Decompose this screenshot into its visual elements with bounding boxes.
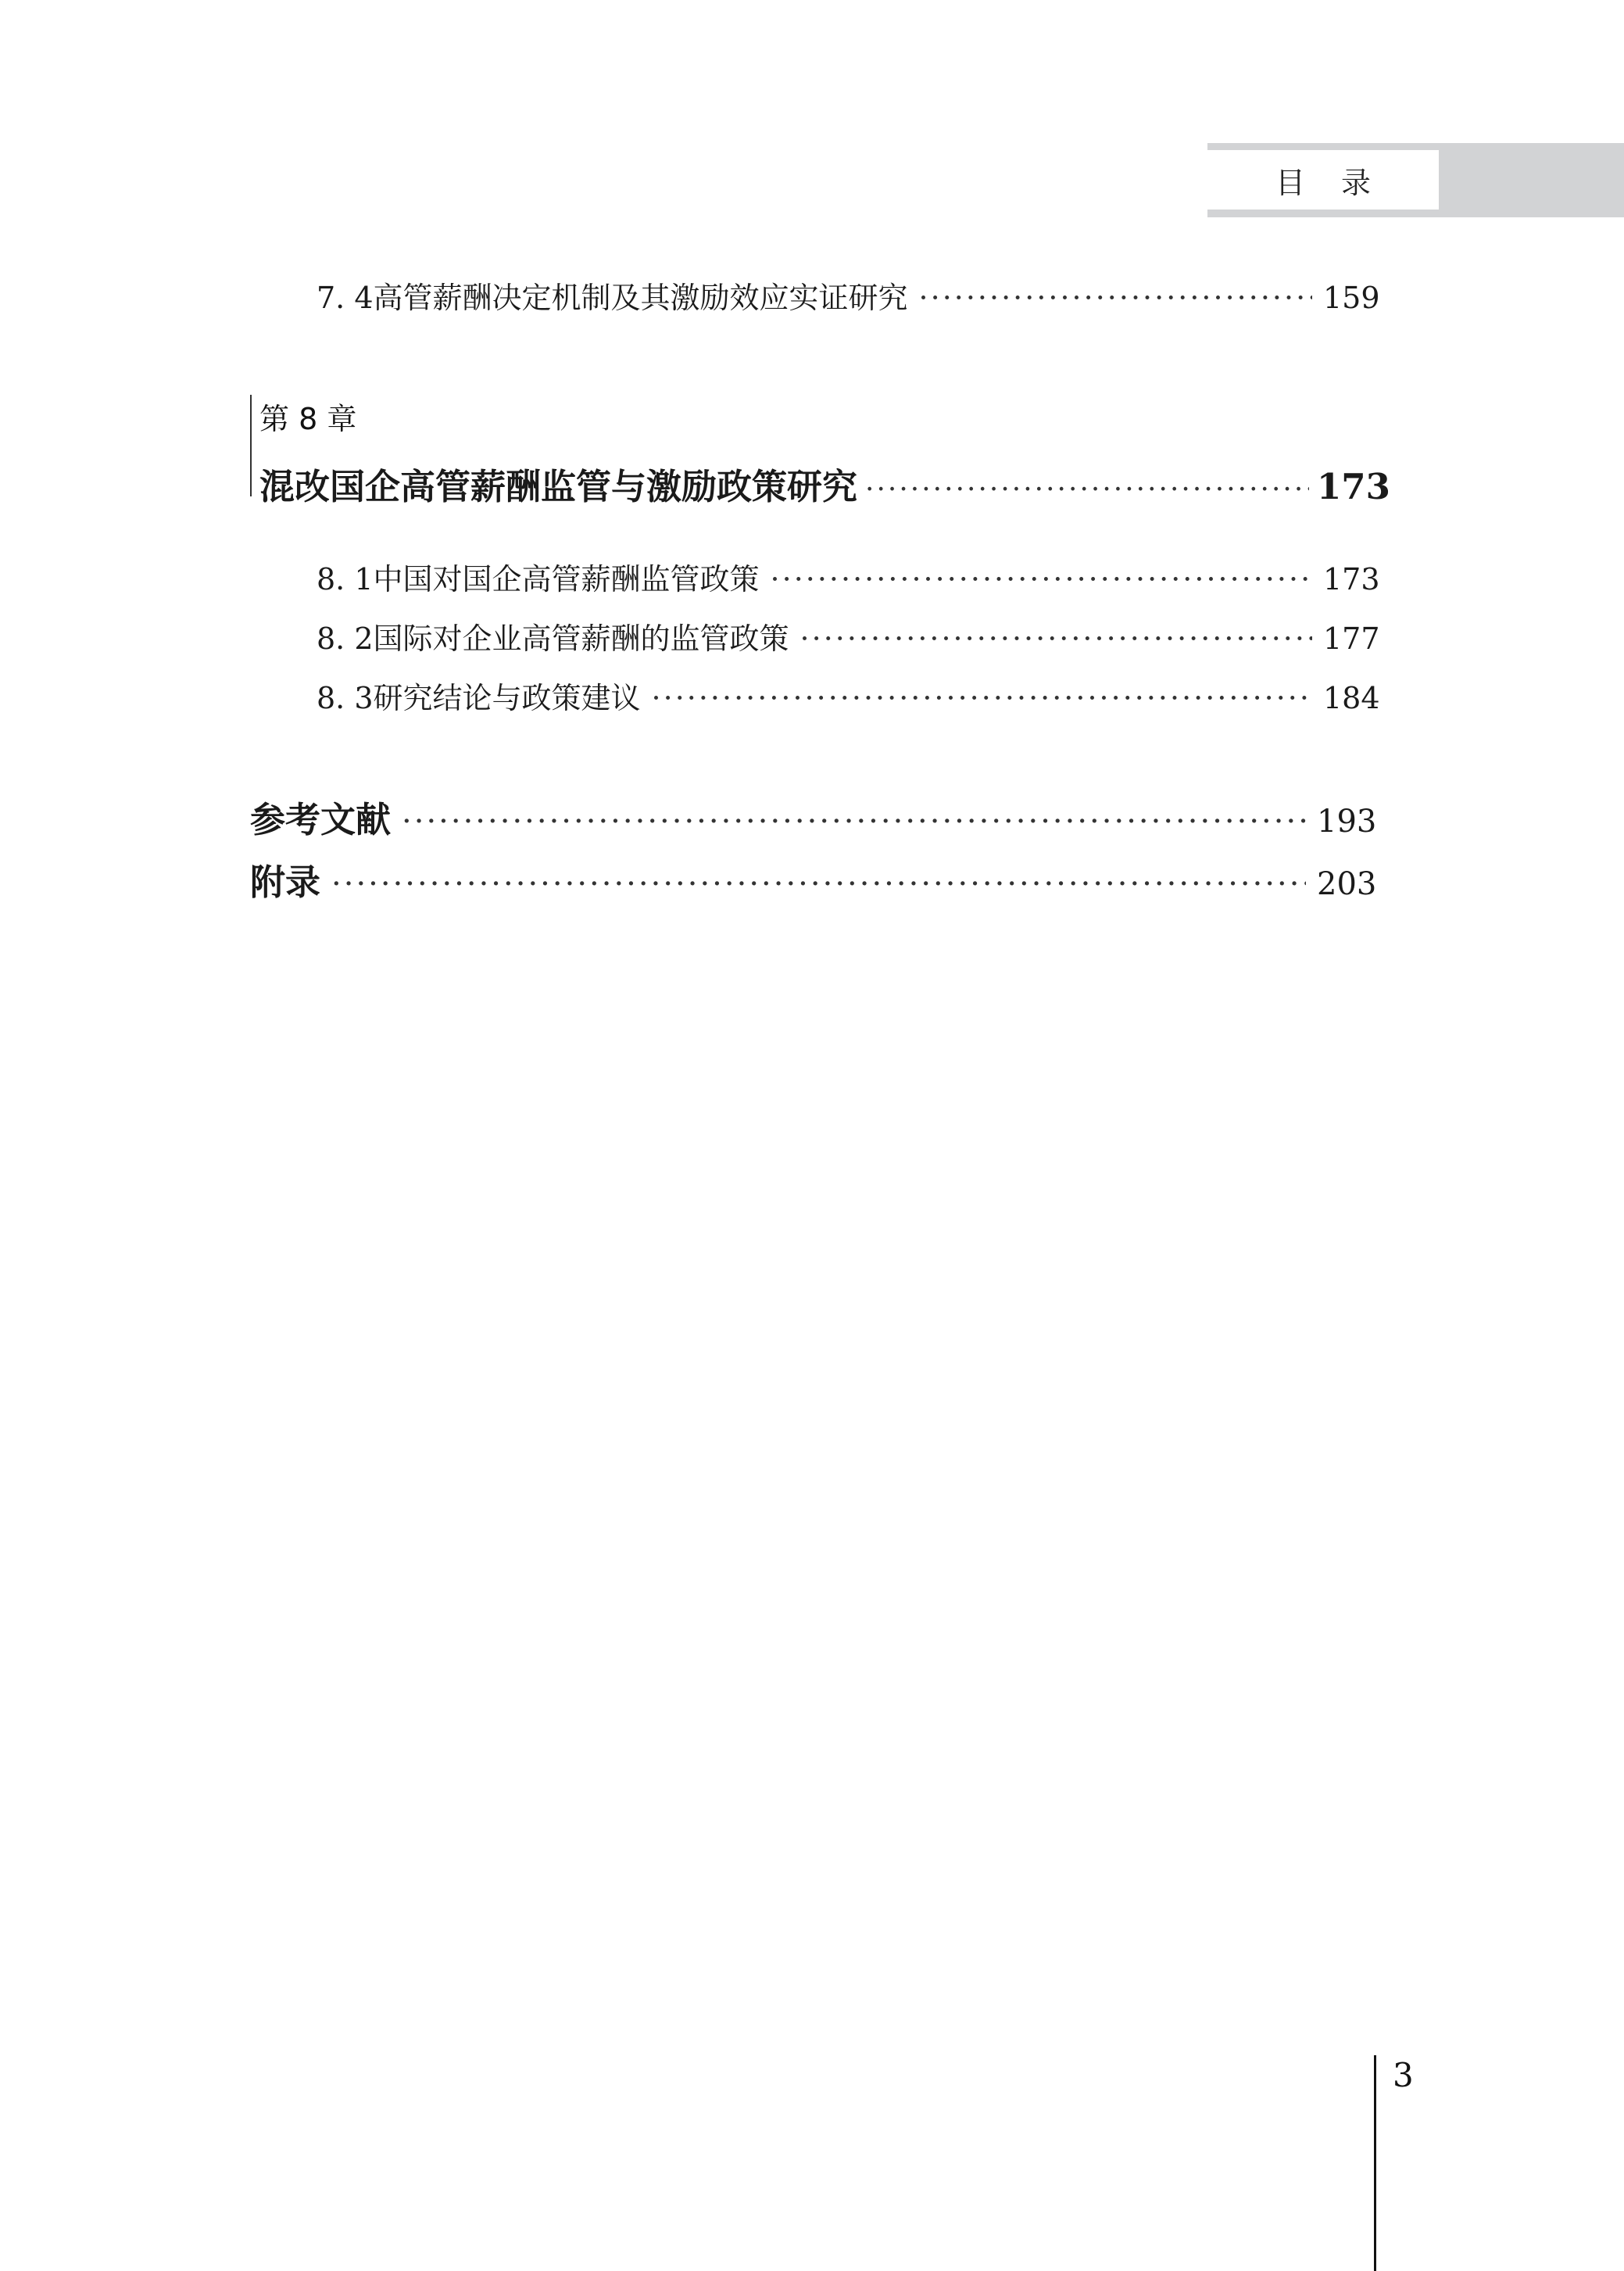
dot-leader [771,562,1312,596]
chapter-title: 混改国企高管薪酬监管与激励政策研究 [259,466,858,507]
section-number: 7. 4 [317,281,374,315]
section-page: 177 [1323,621,1380,656]
chapter-marker-bar [250,395,252,496]
dot-leader [652,681,1312,715]
entry-title: 参考文献 [250,799,392,840]
section-number: 8. 2 [317,621,374,656]
toc-entry-8-3[interactable] [317,674,1380,717]
section-title: 中国对国企高管薪酬监管政策 [373,562,760,596]
dot-leader [919,281,1312,315]
dot-leader [331,866,1306,902]
chapter-label: 第 8 章 [259,402,357,436]
folio-bar [1374,2055,1376,2271]
section-title: 高管薪酬决定机制及其激励效应实证研究 [373,281,908,315]
toc-entry-7-4[interactable] [317,274,1380,317]
running-header-title: 目录 [1207,150,1439,210]
dot-leader [402,804,1306,840]
dot-leader [865,474,1309,506]
entry-title: 附录 [250,861,321,903]
toc-entry-references[interactable] [250,791,1377,842]
entry-page: 193 [1317,804,1377,840]
section-title: 国际对企业高管薪酬的监管政策 [373,621,789,656]
chapter-page: 173 [1317,466,1390,507]
section-page: 184 [1323,681,1380,715]
toc-entry-8-1[interactable] [317,555,1380,598]
section-page: 159 [1323,281,1380,315]
entry-page: 203 [1317,866,1377,902]
toc-entry-appendix[interactable] [250,854,1377,904]
toc-entry-8-2[interactable] [317,614,1380,657]
toc-entry-chapter-8[interactable] [259,458,1390,509]
section-number: 8. 3 [317,681,374,715]
page-number: 3 [1393,2056,1414,2094]
section-title: 研究结论与政策建议 [373,681,641,715]
section-page: 173 [1323,562,1380,596]
dot-leader [800,621,1312,656]
section-number: 8. 1 [317,562,374,596]
